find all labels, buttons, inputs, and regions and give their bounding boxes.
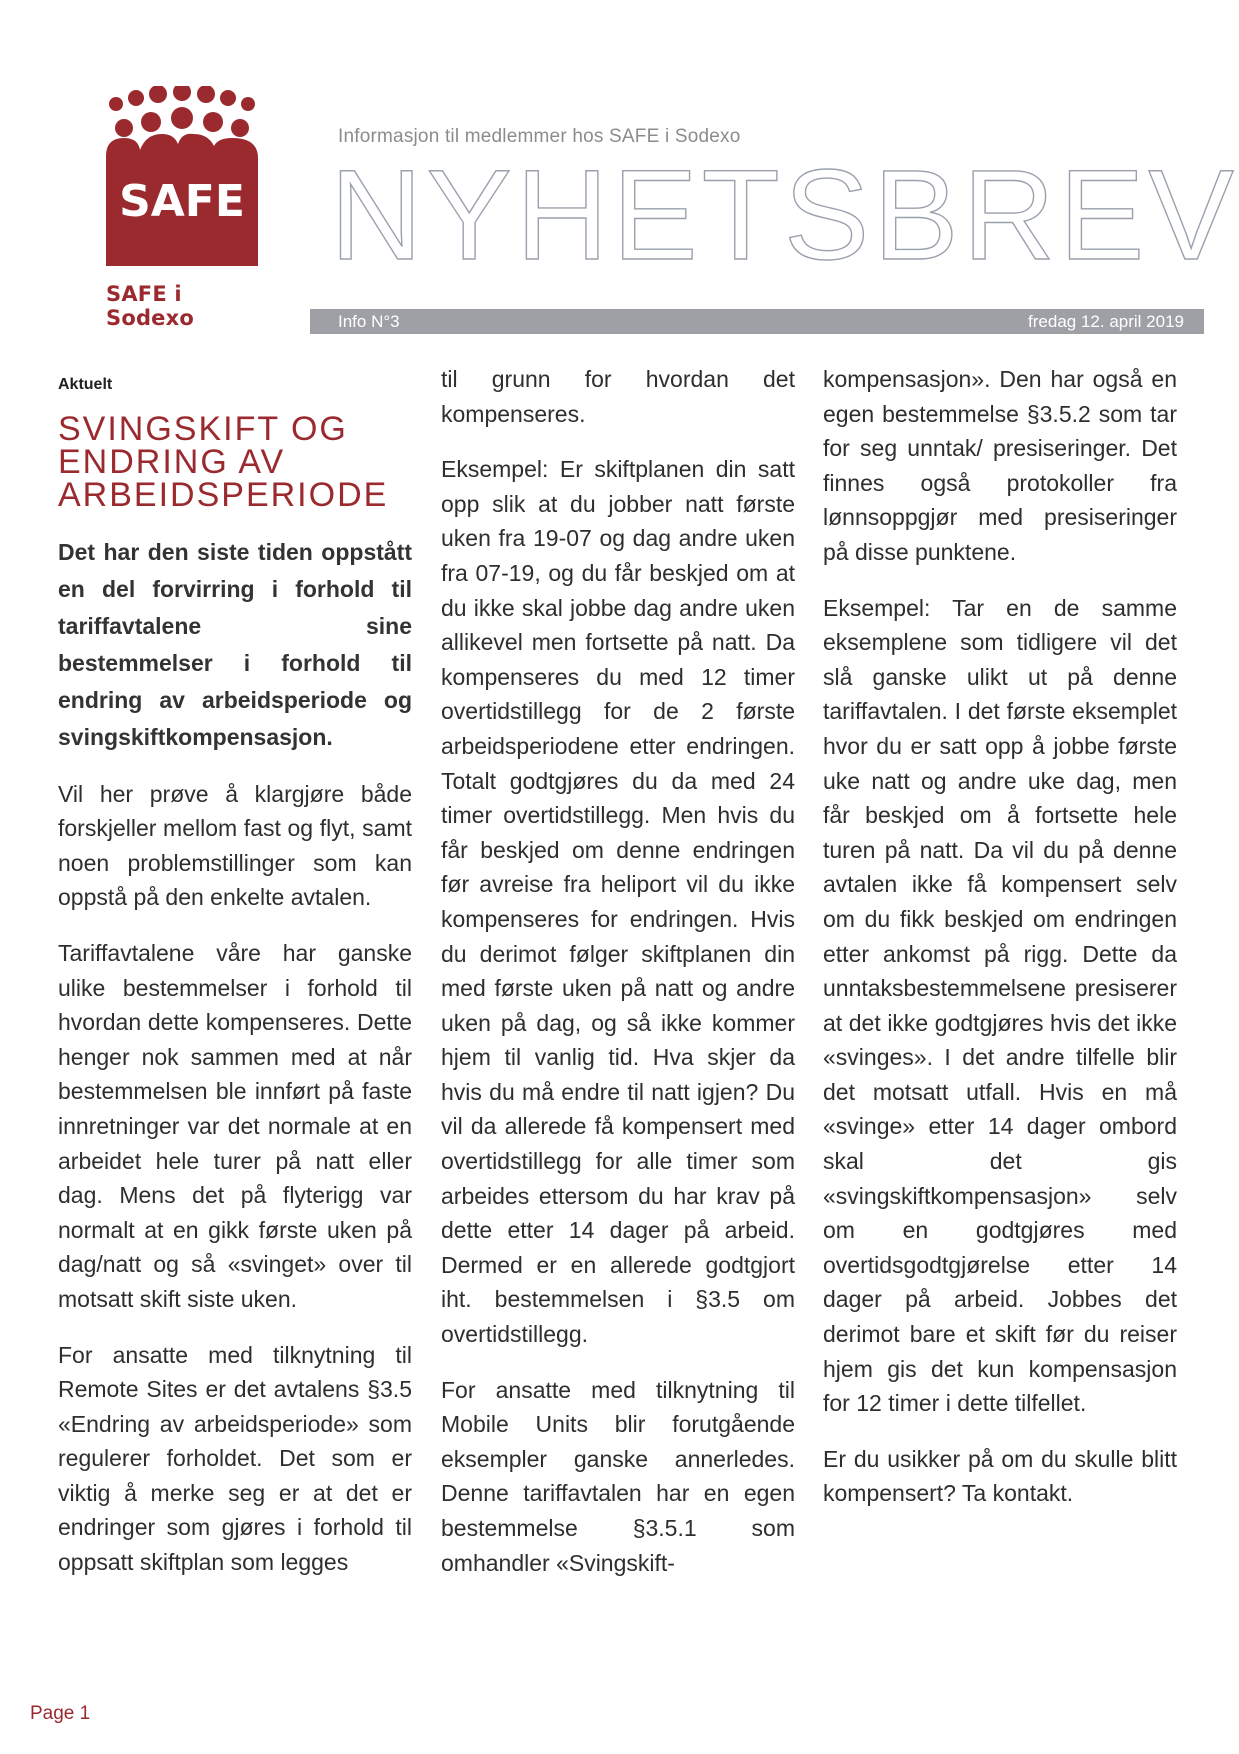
paragraph: Eksempel: Tar en de samme eksemplene som tidligere vil det slå ganske ulikt ut på denne tariffavtalen. I det første eksemplet hvor du er satt opp å jobbe første uke natt og andre uke dag, men får beskjed om å fortsette hele turen på natt. Da vil du på denne avtalen ikke få kompensert selv om du fikk beskjed om endringen etter ankomst på rigg. Dette da unntaksbestemmelsene presiserer at det ikke godtgjøres hvis det ikke «svinges». I det andre tilfelle blir det motsatt utfall. Hvis en må «svinge» etter 14 dager ombord skal det gis «svingskiftkompensasjon» selv om en godtgjøres med overtidsgodtgjørelse etter 14 dager på arbeid. Jobbes det derimot bare et skift før du reiser hjem gis det kun kompensasjon for 12 timer i dette tilfellet. — [823, 594, 1177, 1417]
newsletter-title: NYHETSBREV — [330, 144, 1238, 287]
paragraph: Tariffavtalene våre har ganske ulike bestemmelser i forhold til hvordan dette kompenseres. Dette henger nok sammen med at når bestemmelsen ble innført på faste innretninger var det normale at en arbeidet hele turer på natt eller dag. Mens det på flyterigg var normalt at en gikk første uken på dag/natt og så «svinget» over til motsatt skift siste uken. — [58, 939, 412, 1312]
issue-number: Info N°3 — [338, 312, 400, 331]
paragraph: kompensasjon». Den har også en egen bestemmelse §3.5.2 som tar for seg unntak/ presiseringer. Det finnes også protokoller fra lønnsoppgjør med presiseringer på disse punktene. — [823, 366, 1177, 565]
newsletter-tagline: Informasjon til medlemmer hos SAFE i Sodexo — [338, 126, 741, 147]
safe-logo-text: SAFE — [119, 176, 245, 227]
safe-logo — [96, 86, 274, 330]
paragraph: For ansatte med tilknytning til Remote Sites er det avtalens §3.5 «Endring av arbeidsperiode» som regulerer forholdet. Det som er viktig å merke seg er at det er endringer som gjøres i forhold til oppsatt skiftplan som legges — [58, 1341, 412, 1576]
article-headline: SVINGSKIFT OG ENDRING AV ARBEIDSPERIODE — [58, 409, 389, 514]
article-lead: Det har den siste tiden oppstått en del forvirring i forhold til tariffavtalene sine bestemmelser i forhold til endring av arbeidsperiode og svingskiftkompensasjon. — [58, 538, 412, 750]
paragraph: Eksempel: Er skiftplanen din satt opp slik at du jobber natt første uken fra 19-07 og dag andre uken fra 07-19, og du får beskjed om at du ikke skal jobbe dag andre uken allikevel men fortsette på natt. Da kompenseres du med 12 timer overtidstillegg for de 2 første arbeidsperiodene etter endringen. Totalt godtgjøres du da med 24 timer overtidstillegg. Men hvis du får beskjed om denne endringen før avreise fra heliport vil du ikke kompenseres for endringen. Hvis du derimot følger skiftplanen din med første uken på natt og andre uken på dag, og så ikke kommer hjem til vanlig tid. Hva skjer da hvis du må endre til natt igjen? Du vil da allerede få kompensert med overtidstillegg for alle timer som arbeides ettersom du har krav på dette etter 14 dager på arbeid. Dermed er en allerede godtgjort iht. bestemmelsen i §3.5 om overtidstillegg. — [441, 456, 795, 1348]
article-column-3 — [823, 362, 1177, 1532]
paragraph: til grunn for hvordan det kompenseres. — [441, 366, 795, 427]
page-number: Page 1 — [30, 1703, 91, 1724]
section-kicker: Aktuelt — [58, 376, 113, 393]
paragraph: Er du usikker på om du skulle blitt kompensert? Ta kontakt. — [823, 1445, 1177, 1507]
paragraph: Vil her prøve å klargjøre både forskjeller mellom fast og flyt, samt noen problemstillinger som kan oppstå på den enkelte avtalen. — [58, 780, 412, 911]
issue-date: fredag 12. april 2019 — [1028, 312, 1184, 331]
people-silhouette-icon — [96, 86, 268, 266]
safe-logo-mark — [96, 86, 268, 266]
logo-org-name: SAFE i Sodexo — [106, 282, 194, 330]
article-column-2 — [441, 362, 795, 1601]
article-column-1 — [58, 360, 412, 1601]
paragraph: For ansatte med tilknytning til Mobile Units blir forutgående eksempler ganske annerledes. Denne tariffavtalen har en egen bestemmelse §3.5.1 som omhandler «Svingskift- — [441, 1376, 795, 1576]
info-bar — [310, 309, 1204, 334]
